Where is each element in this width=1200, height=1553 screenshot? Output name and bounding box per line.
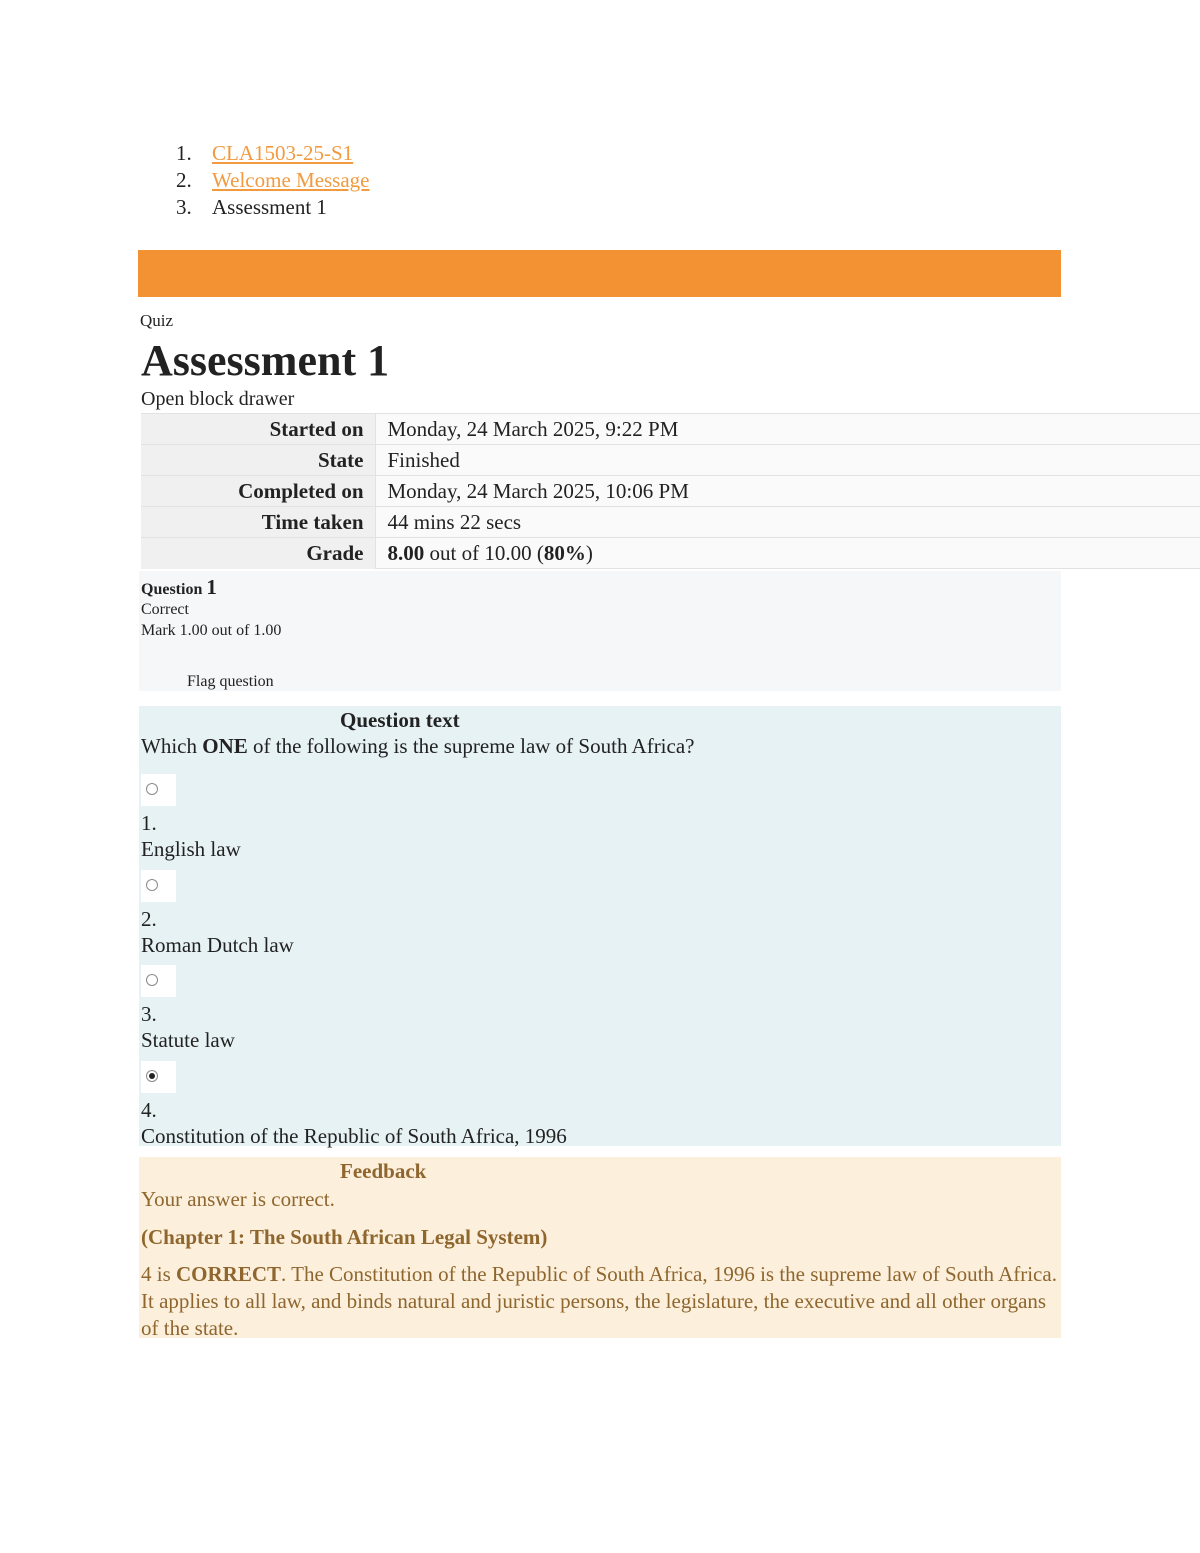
question-content bbox=[139, 706, 1061, 1146]
option-label[interactable]: Roman Dutch law bbox=[141, 933, 294, 957]
summary-row-completed bbox=[141, 476, 1200, 507]
question-number bbox=[141, 575, 217, 600]
option-label[interactable]: Statute law bbox=[141, 1028, 235, 1052]
option-number: 1. bbox=[141, 811, 157, 835]
summary-row-state bbox=[141, 445, 1200, 476]
feedback-result: Your answer is correct. bbox=[141, 1187, 335, 1211]
open-block-drawer-button[interactable]: Open block drawer bbox=[141, 388, 295, 410]
question-text-heading: Question text bbox=[340, 708, 460, 732]
question-prefix: Question bbox=[141, 581, 203, 598]
option-number: 3. bbox=[141, 1002, 157, 1026]
grade-out-of: out of 10.00 ( bbox=[424, 540, 544, 565]
radio-container[interactable] bbox=[141, 1061, 176, 1093]
answer-radio[interactable] bbox=[146, 974, 158, 986]
question-mark: Mark 1.00 out of 1.00 bbox=[141, 622, 282, 639]
attempt-summary-table bbox=[141, 413, 1200, 569]
grade-percent: 80% bbox=[543, 540, 586, 565]
summary-value: Monday, 24 March 2025, 9:22 PM bbox=[375, 414, 1200, 445]
grade-score: 8.00 bbox=[387, 540, 425, 565]
feedback-text-part: . The Constitution of the Republic of South Africa, 1996 is the supreme law of South Africa. It applies to all law, and binds natural and juristic persons, the legislature, the executive and all other organs of the state. bbox=[141, 1262, 1057, 1340]
question-text-part: Which bbox=[141, 734, 203, 758]
feedback-chapter: (Chapter 1: The South African Legal System) bbox=[141, 1225, 548, 1249]
grade-close: ) bbox=[585, 540, 593, 565]
breadcrumb-item-welcome[interactable] bbox=[0, 167, 370, 194]
summary-row-time-taken bbox=[141, 507, 1200, 538]
breadcrumb-number: 2. bbox=[176, 168, 192, 192]
breadcrumb-current: Assessment 1 bbox=[212, 195, 327, 219]
answer-radio-selected[interactable] bbox=[146, 1070, 158, 1082]
question-state: Correct bbox=[141, 601, 189, 618]
page-type-label: Quiz bbox=[140, 311, 174, 330]
summary-value: Monday, 24 March 2025, 10:06 PM bbox=[375, 476, 1200, 507]
summary-row-started bbox=[141, 414, 1200, 445]
header-banner bbox=[138, 250, 1061, 297]
summary-label: Completed on bbox=[141, 476, 375, 507]
summary-label: State bbox=[141, 445, 375, 476]
feedback-heading: Feedback bbox=[340, 1159, 427, 1183]
question-text bbox=[141, 734, 694, 759]
summary-label: Grade bbox=[141, 538, 375, 569]
question-text-part: of the following is the supreme law of South Africa? bbox=[247, 734, 695, 758]
flag-question-button[interactable]: Flag question bbox=[187, 673, 274, 690]
question-info-panel bbox=[139, 571, 1061, 691]
summary-label: Started on bbox=[141, 414, 375, 445]
summary-value: 44 mins 22 secs bbox=[375, 507, 1200, 538]
question-number-value: 1 bbox=[206, 575, 217, 599]
summary-value: Finished bbox=[375, 445, 1200, 476]
radio-container[interactable] bbox=[141, 774, 176, 806]
answer-radio[interactable] bbox=[146, 879, 158, 891]
breadcrumb bbox=[0, 140, 370, 221]
page-title: Assessment 1 bbox=[141, 336, 390, 385]
feedback-text-part: 4 is bbox=[141, 1262, 177, 1286]
option-label[interactable]: Constitution of the Republic of South Africa, 1996 bbox=[141, 1124, 567, 1148]
answer-radio[interactable] bbox=[146, 783, 158, 795]
breadcrumb-item-course[interactable] bbox=[0, 140, 370, 167]
breadcrumb-number: 1. bbox=[176, 141, 192, 165]
feedback-emphasis: CORRECT bbox=[176, 1262, 282, 1286]
breadcrumb-number: 3. bbox=[176, 195, 192, 219]
question-text-emphasis: ONE bbox=[202, 734, 248, 758]
grade-value bbox=[375, 538, 1200, 569]
radio-container[interactable] bbox=[141, 965, 176, 997]
summary-label: Time taken bbox=[141, 507, 375, 538]
breadcrumb-item-current bbox=[0, 194, 370, 221]
option-number: 2. bbox=[141, 907, 157, 931]
summary-row-grade bbox=[141, 538, 1200, 569]
breadcrumb-link-welcome[interactable]: Welcome Message bbox=[212, 168, 370, 192]
option-label[interactable]: English law bbox=[141, 837, 241, 861]
feedback-panel bbox=[139, 1157, 1061, 1338]
breadcrumb-link-course[interactable]: CLA1503-25-S1 bbox=[212, 141, 354, 165]
feedback-explanation bbox=[141, 1261, 1059, 1342]
option-number: 4. bbox=[141, 1098, 157, 1122]
radio-container[interactable] bbox=[141, 870, 176, 902]
